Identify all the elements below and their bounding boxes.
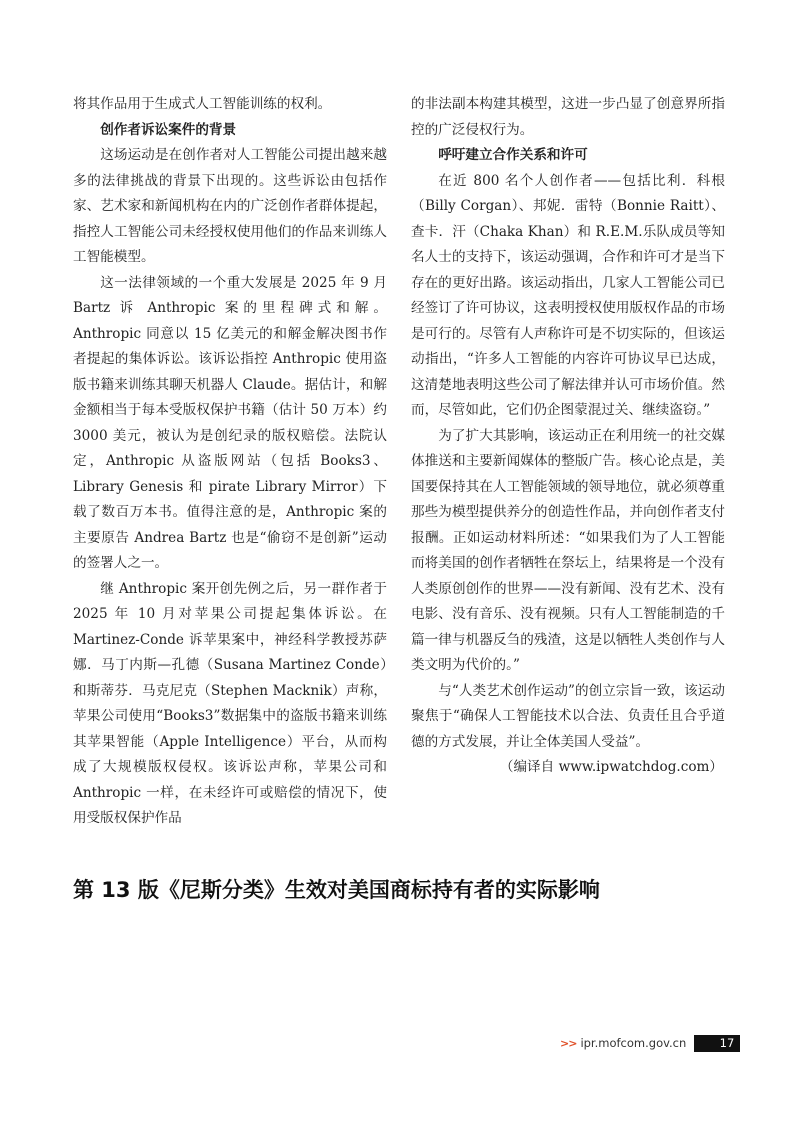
source-credit: （编译自 www.ipwatchdog.com） <box>499 759 723 775</box>
paragraph: 为了扩大其影响，该运动正在利用统一的社交媒体推送和主要新闻媒体的整版广告。核心论点是，美国要保持其在人工智能领域的领导地位，就必须尊重那些为模型提供养分的创造性作品，并向创作者支付报酬。正如运动材料所述：“如果我们为了人工智能而将美国的创作者牺牲在祭坛上，结果将是一个没有人类原创创作的世界——没有新闻、没有艺术、没有电影、没有音乐、没有视频。只有人工智能制造的千篇一律与机器反刍的残渣，这是以牺牲人类创作与人类文明为代价的。” <box>411 427 725 673</box>
page-number: 17 <box>694 1035 740 1052</box>
article-left-column <box>73 92 387 832</box>
section-heading-licensing: 呼吁建立合作关系和许可 <box>438 147 588 163</box>
paragraph: 将其作品用于生成式人工智能训练的权利。 <box>73 96 332 112</box>
paragraph: 与“人类艺术创作运动”的创立宗旨一致，该运动聚焦于“确保人工智能技术以合法、负责任且合乎道德的方式发展，并让全体美国人受益”。 <box>411 682 725 750</box>
paragraph: 这一法律领域的一个重大发展是 2025 年 9 月 Bartz 诉 Anthropic 案的里程碑式和解。Anthropic 同意以 15 亿美元的和解金解决图书作者提起的集体诉讼。该诉讼指控 Anthropic 使用盗版书籍来训练其聊天机器人 Claude。据估计，和解金额相当于每本受版权保护书籍（估计 50 万本）约 3000 美元，被认为是创纪录的版权赔偿。法院认定，Anthropic 从盗版网站（包括 Books3、Library Genesis 和 pirate Library Mirror）下载了数百万本书。值得注意的是，Anthropic 案的主要原告 Andrea Bartz 也是“偷窃不是创新”运动的签署人之一。 <box>73 274 387 571</box>
footer-site-url[interactable]: ipr.mofcom.gov.cn <box>580 1036 687 1050</box>
page-footer <box>560 1034 740 1052</box>
article-right-column <box>411 92 725 781</box>
section-heading-lawsuits: 创作者诉讼案件的背景 <box>100 121 237 138</box>
paragraph: 在近 800 名个人创作者——包括比利．科根（Billy Corgan）、邦妮．雷特（Bonnie Raitt）、查卡．汗（Chaka Khan）和 R.E.M.乐队成员等知名人士的支持下，该运动强调，合作和许可才是当下存在的更好出路。该运动指出，几家人工智能公司已经签订了许可协议，这表明授权使用版权作品的市场是可行的。尽管有人声称许可是不切实际的，但该运动指出，“许多人工智能的内容许可协议早已达成，这清楚地表明这些公司了解法律并认可市场价值。然而，尽管如此，它们仍企图蒙混过关、继续盗窃。” <box>411 172 725 418</box>
paragraph: 继 Anthropic 案开创先例之后，另一群作者于 2025 年 10 月对苹果公司提起集体诉讼。在 Martinez-Conde 诉苹果案中，神经科学教授苏萨娜．马丁内斯—孔德（Susana Martinez Conde）和斯蒂芬．马克尼克（Stephen Macknik）声称，苹果公司使用“Books3”数据集中的盗版书籍来训练其苹果智能（Apple Intelligence）平台，从而构成了大规模版权侵权。该诉讼声称，苹果公司和 Anthropic 一样，在未经许可或赔偿的情况下，使用受版权保护作品 <box>73 580 387 826</box>
next-article-title: 第 13 版《尼斯分类》生效对美国商标持有者的实际影响 <box>73 878 600 902</box>
double-chevron-icon: >> <box>560 1036 577 1050</box>
paragraph: 这场运动是在创作者对人工智能公司提出越来越多的法律挑战的背景下出现的。这些诉讼由包括作家、艺术家和新闻机构在内的广泛创作者群体提起，指控人工智能公司未经授权使用他们的作品来训练人工智能模型。 <box>73 147 387 265</box>
paragraph: 的非法副本构建其模型，这进一步凸显了创意界所指控的广泛侵权行为。 <box>411 96 725 138</box>
